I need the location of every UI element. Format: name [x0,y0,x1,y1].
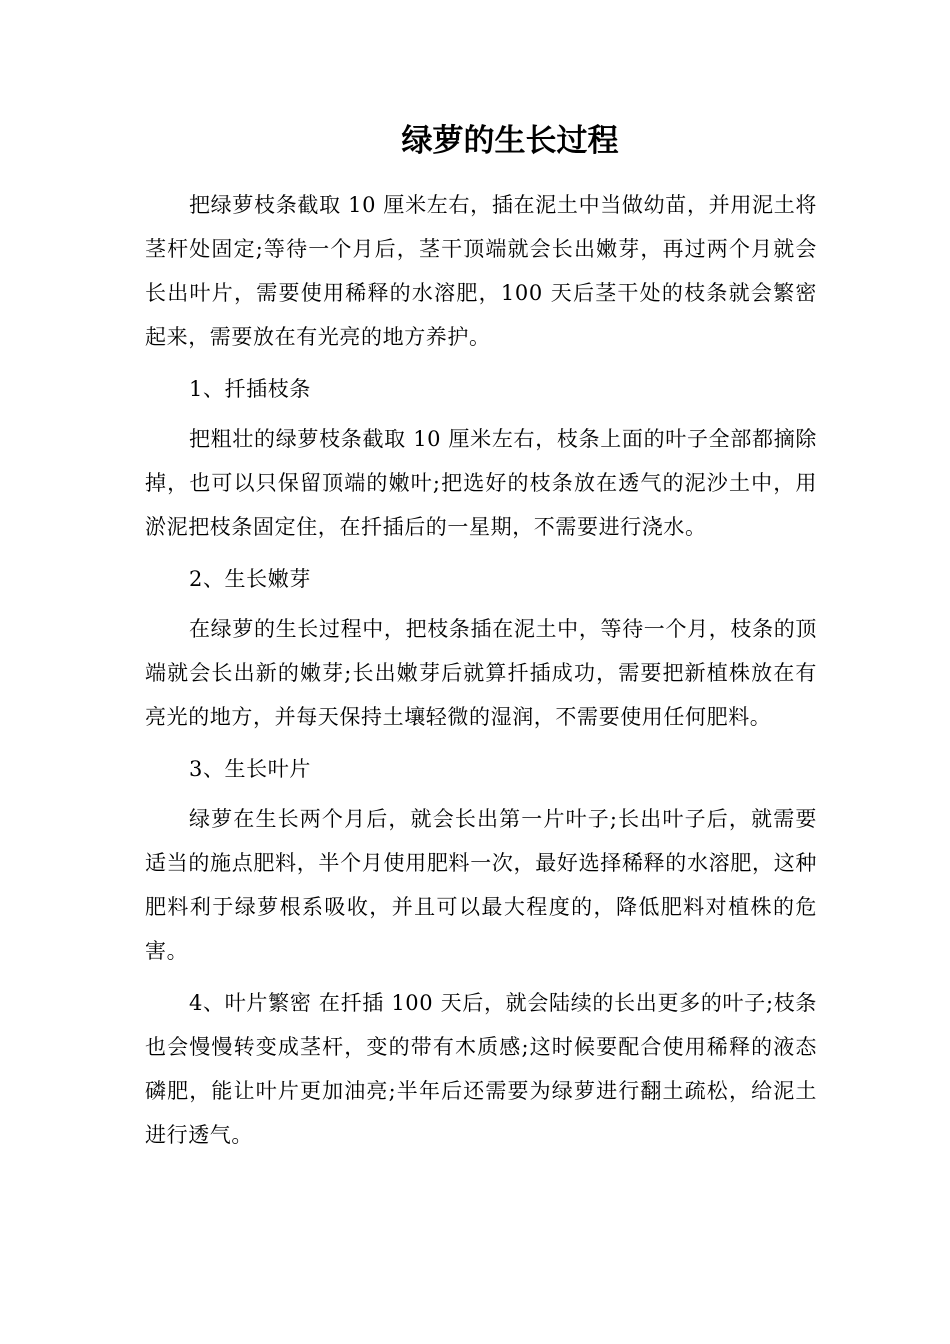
document-body [145,183,817,1165]
section-paragraph-2: 在绿萝的生长过程中，把枝条插在泥土中，等待一个月，枝条的顶端就会长出新的嫩芽;长出嫩芽后就算扦插成功，需要把新植株放在有亮光的地方，并每天保持土壤轻微的湿润，不需要使用任何肥料。 [145,617,817,729]
document-title: 绿萝的生长过程 [401,123,619,159]
section-paragraph-1: 把粗壮的绿萝枝条截取 10 厘米左右，枝条上面的叶子全部都摘除掉，也可以只保留顶端的嫩叶;把选好的枝条放在透气的泥沙土中，用淤泥把枝条固定住，在扦插后的一星期，不需要进行浇水。 [145,427,817,539]
section-heading-3: 3、生长叶片 [189,757,311,781]
section-heading-1: 1、扦插枝条 [189,377,311,401]
intro-paragraph: 把绿萝枝条截取 10 厘米左右，插在泥土中当做幼苗，并用泥土将茎杆处固定;等待一个月后，茎干顶端就会长出嫩芽，再过两个月就会长出叶片，需要使用稀释的水溶肥，100 天后茎干处的枝条就会繁密起来，需要放在有光亮的地方养护。 [145,193,817,349]
section-heading-2: 2、生长嫩芽 [189,567,311,591]
section-paragraph-4: 4、叶片繁密 在扦插 100 天后，就会陆续的长出更多的叶子;枝条也会慢慢转变成茎杆，变的带有木质感;这时候要配合使用稀释的液态磷肥，能让叶片更加油亮;半年后还需要为绿萝进行翻土疏松，给泥土进行透气。 [145,991,817,1147]
section-paragraph-3: 绿萝在生长两个月后，就会长出第一片叶子;长出叶子后，就需要适当的施点肥料，半个月使用肥料一次，最好选择稀释的水溶肥，这种肥料利于绿萝根系吸收，并且可以最大程度的，降低肥料对植株的危害。 [145,807,817,963]
